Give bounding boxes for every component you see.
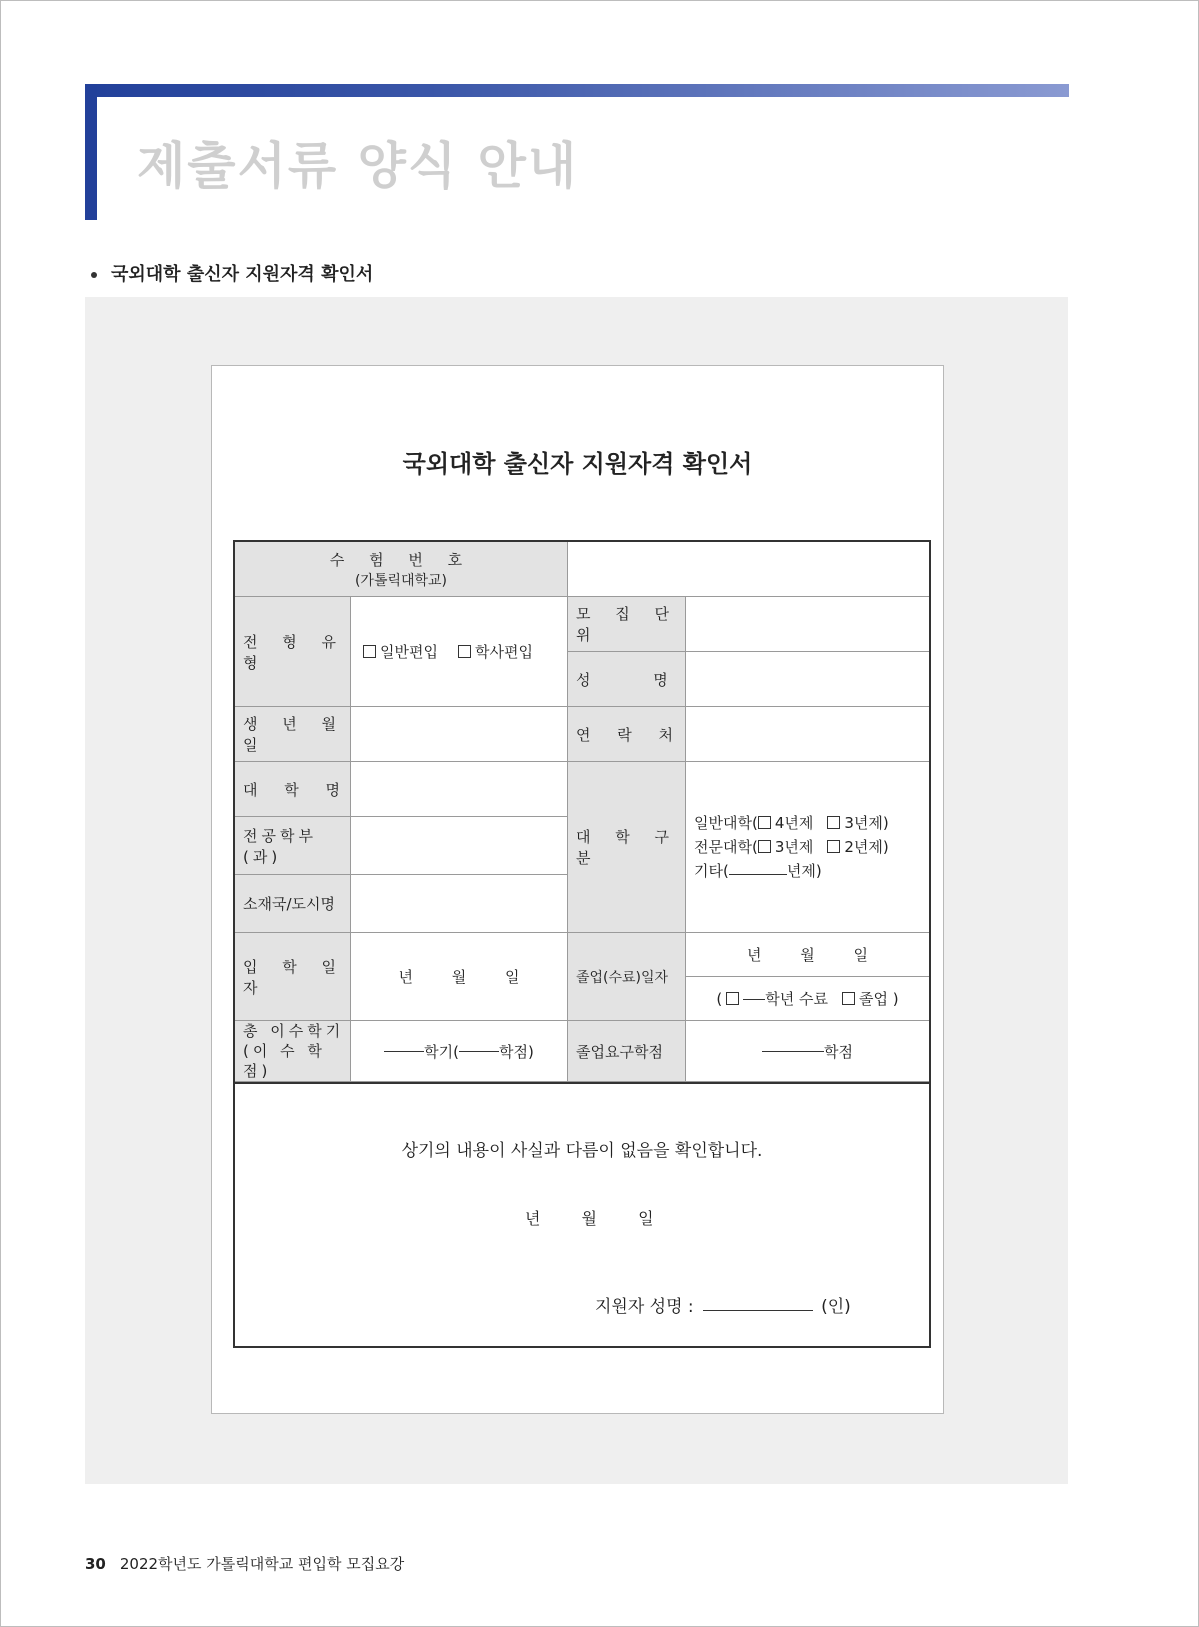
graduation-label: 졸업 ) <box>858 990 899 1008</box>
univ-type-options <box>686 762 929 933</box>
exam-number-field[interactable] <box>568 542 929 597</box>
section-title-text: 국외대학 출신자 지원자격 확인서 <box>111 264 374 285</box>
univ-type-line-other <box>694 859 822 883</box>
univ-type-line-general <box>694 811 889 835</box>
university-label <box>235 762 351 817</box>
location-field[interactable] <box>351 875 568 933</box>
year-completion-label: 학년 수료 <box>765 990 828 1008</box>
header-side-bar <box>85 84 97 220</box>
entry-date-label-text: 입 학 일 자 <box>243 957 347 997</box>
bullet-icon <box>91 272 97 278</box>
name-field[interactable] <box>686 652 929 707</box>
admission-type-label <box>235 597 351 707</box>
total-semesters-label <box>235 1021 351 1082</box>
form-paper <box>211 365 944 1414</box>
general-univ-label: 일반대학( <box>694 814 758 832</box>
college-2yr-checkbox[interactable] <box>827 840 840 853</box>
entry-date-field[interactable] <box>351 933 568 1021</box>
exam-number-label-text: 수 험 번 호 <box>329 550 473 569</box>
general-transfer-checkbox[interactable] <box>363 645 376 658</box>
footer-text: 2022학년도 가톨릭대학교 편입학 모집요강 <box>119 1555 405 1573</box>
page-title: 제출서류 양식 안내 <box>137 137 579 195</box>
general-3yr-checkbox[interactable] <box>827 816 840 829</box>
general-4yr-label: 4년제 <box>774 814 814 832</box>
major-field[interactable] <box>351 817 568 875</box>
grad-credits-blank[interactable] <box>762 1050 824 1052</box>
admission-type-options <box>351 597 568 707</box>
bachelor-transfer-label: 학사편입 <box>474 643 533 661</box>
recruit-unit-field[interactable] <box>686 597 929 652</box>
grad-status-open: ( <box>716 989 723 1008</box>
general-3yr-label: 3년제) <box>844 814 889 832</box>
application-form-table <box>233 540 931 1348</box>
page-footer <box>85 1553 404 1574</box>
confirmation-text: 상기의 내용이 사실과 다름이 없음을 확인합니다. <box>401 1141 763 1161</box>
major-label-text: 전공학부(과) <box>243 826 317 866</box>
location-label-text: 소재국/도시명 <box>243 895 335 913</box>
signature-seal: (인) <box>821 1297 851 1317</box>
grad-status-options <box>686 977 929 1021</box>
recruit-unit-label <box>568 597 686 652</box>
univ-type-line-college <box>694 835 889 859</box>
exam-number-label <box>235 542 568 597</box>
admission-type-label-text: 전 형 유 형 <box>243 632 347 672</box>
contact-label <box>568 707 686 762</box>
grad-credits-field <box>686 1021 929 1082</box>
other-years-blank[interactable] <box>729 873 787 875</box>
entry-date-label <box>235 933 351 1021</box>
univ-type-label <box>568 762 686 933</box>
header-accent-bar <box>85 84 1069 97</box>
semesters-blank[interactable] <box>384 1050 424 1052</box>
major-label <box>235 817 351 875</box>
confirmation-date: 년 월 일 <box>525 1209 654 1228</box>
total-semesters-label-line2: (이 수 학 점) <box>243 1042 326 1080</box>
grad-date-field[interactable] <box>686 933 929 977</box>
name-label-text: 성 명 <box>576 670 668 689</box>
semesters-text: 학기( <box>424 1042 459 1061</box>
page-number: 30 <box>85 1555 106 1573</box>
college-3yr-label: 3년제 <box>774 838 814 856</box>
credits-blank[interactable] <box>459 1050 499 1052</box>
recruit-unit-label-text: 모 집 단 위 <box>576 605 680 644</box>
college-3yr-checkbox[interactable] <box>758 840 771 853</box>
grad-credits-label-text: 졸업요구학점 <box>576 1042 663 1061</box>
other-years-suffix: 년제) <box>786 862 822 880</box>
grad-date-label <box>568 933 686 1021</box>
total-semesters-label-line1: 총 이수학기 <box>243 1022 345 1040</box>
applicant-signature <box>595 1292 851 1317</box>
college-label: 전문대학( <box>694 838 758 856</box>
location-label <box>235 875 351 933</box>
graduation-checkbox[interactable] <box>842 992 855 1005</box>
university-label-text: 대 학 명 <box>243 780 341 799</box>
name-label <box>568 652 686 707</box>
grad-date-label-text: 졸업(수료)일자 <box>576 969 669 986</box>
grad-date-placeholder: 년 월 일 <box>746 946 868 964</box>
university-field[interactable] <box>351 762 568 817</box>
form-title: 국외대학 출신자 지원자격 확인서 <box>402 450 753 478</box>
section-title <box>87 260 373 286</box>
other-label: 기타( <box>694 862 729 880</box>
year-completion-checkbox[interactable] <box>726 992 739 1005</box>
bachelor-transfer-checkbox[interactable] <box>458 645 471 658</box>
grad-credits-label <box>568 1021 686 1082</box>
credits-text: 학점) <box>499 1042 534 1061</box>
exam-number-sub: (가톨릭대학교) <box>354 572 448 589</box>
general-4yr-checkbox[interactable] <box>758 816 771 829</box>
signature-blank[interactable] <box>703 1309 813 1311</box>
birth-field[interactable] <box>351 707 568 762</box>
college-2yr-label: 2년제) <box>844 838 889 856</box>
univ-type-label-text: 대 학 구 분 <box>576 828 680 867</box>
entry-date-placeholder: 년 월 일 <box>398 968 520 986</box>
general-transfer-label: 일반편입 <box>380 643 438 661</box>
birth-label <box>235 707 351 762</box>
birth-label-text: 생 년 월 일 <box>243 715 347 754</box>
signature-label: 지원자 성명 : <box>595 1297 694 1317</box>
confirmation-section <box>235 1084 929 1324</box>
total-semesters-field <box>351 1021 568 1082</box>
contact-label-text: 연 락 처 <box>576 725 674 744</box>
grad-credits-text: 학점 <box>824 1042 853 1061</box>
completion-year-blank[interactable] <box>743 998 765 1000</box>
contact-field[interactable] <box>686 707 929 762</box>
